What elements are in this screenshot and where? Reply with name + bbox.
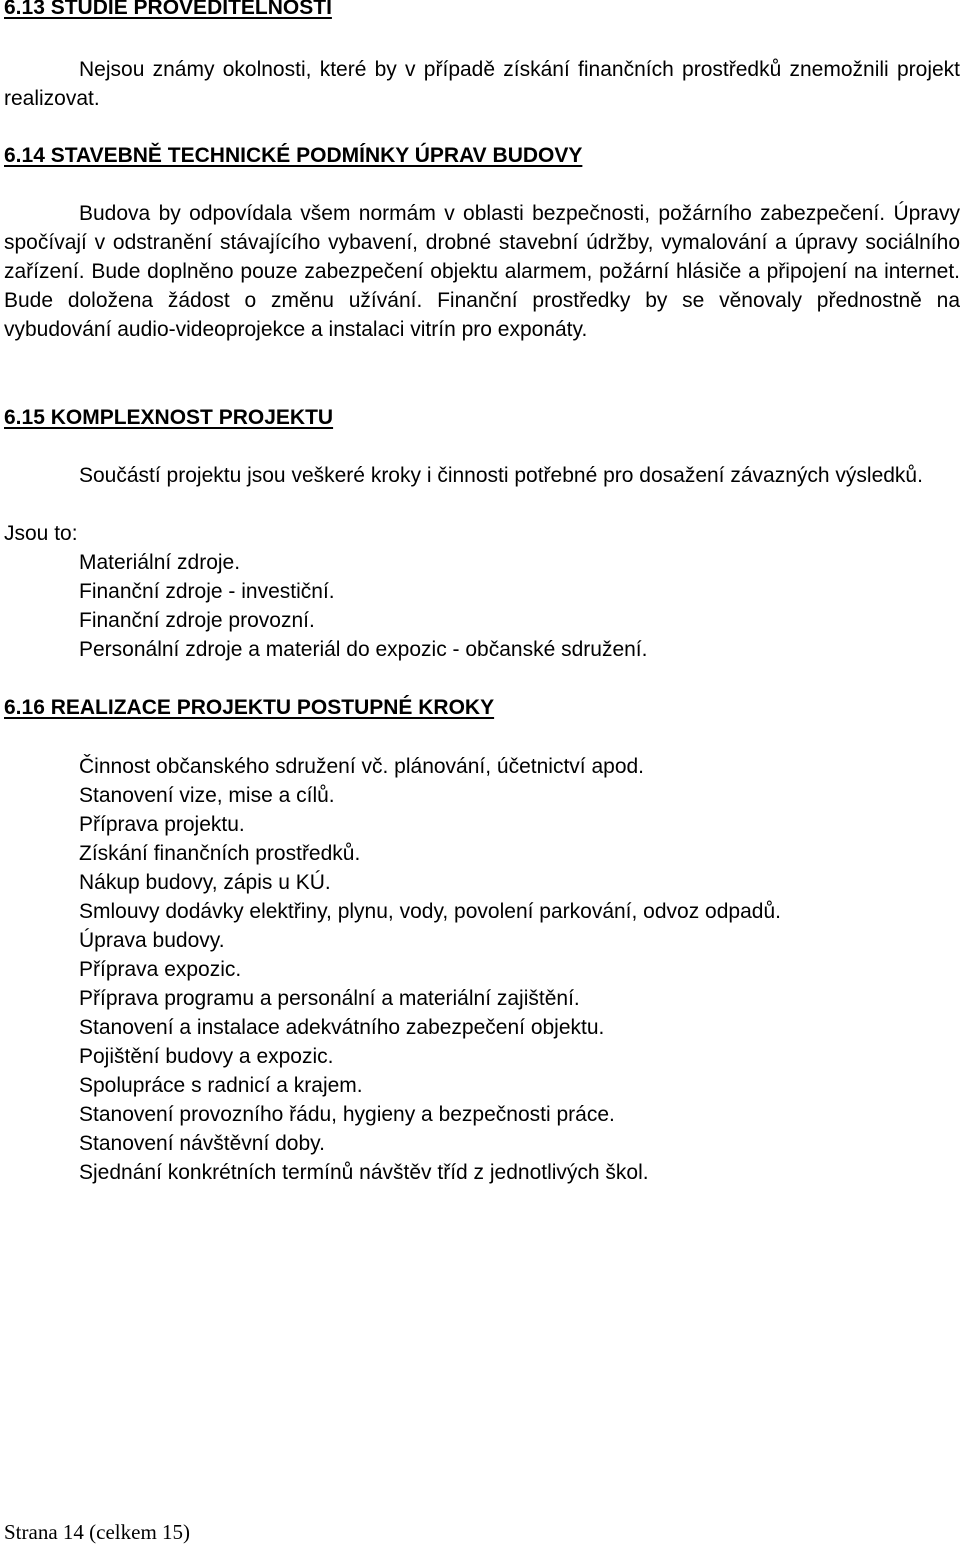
list-intro: Jsou to: <box>4 522 78 545</box>
list-item: Příprava expozic. <box>79 958 242 981</box>
section-heading-6-16: 6.16 REALIZACE PROJEKTU POSTUPNÉ KROKY <box>4 696 495 719</box>
list-item: Materiální zdroje. <box>79 551 241 574</box>
section-paragraph-6-13: Nejsou známy okolnosti, které by v případě získání finančních prostředků znemožnili projekt realizovat. <box>4 58 960 110</box>
list-item: Stanovení návštěvní doby. <box>79 1132 325 1155</box>
list-item: Stanovení provozního řádu, hygieny a bezpečnosti práce. <box>79 1103 615 1126</box>
list-item: Nákup budovy, zápis u KÚ. <box>79 871 331 894</box>
section-paragraph-6-15: Součástí projektu jsou veškeré kroky i činnosti potřebné pro dosažení závazných výsledků. <box>79 464 923 487</box>
list-item: Smlouvy dodávky elektřiny, plynu, vody, povolení parkování, odvoz odpadů. <box>79 900 781 923</box>
page-footer: Strana 14 (celkem 15) <box>4 1520 191 1544</box>
list-item: Stanovení vize, mise a cílů. <box>79 784 335 807</box>
list-item: Činnost občanského sdružení vč. plánování, účetnictví apod. <box>79 755 645 778</box>
list-item: Finanční zdroje provozní. <box>79 609 315 632</box>
section-heading-6-15: 6.15 KOMPLEXNOST PROJEKTU <box>4 406 334 429</box>
list-item: Sjednání konkrétních termínů návštěv tříd z jednotlivých škol. <box>79 1161 649 1184</box>
list-item: Spolupráce s radnicí a krajem. <box>79 1074 363 1097</box>
list-item: Personální zdroje a materiál do expozic - občanské sdružení. <box>79 638 648 661</box>
section-paragraph-6-14: Budova by odpovídala všem normám v oblasti bezpečnosti, požárního zabezpečení. Úpravy spočívají v odstranění stávajícího vybavení, drobné stavební údržby, vymalování a úpravy sociálního zařízení. Bude doplněno pouze zabezpečení objektu alarmem, požární hlásiče a připojení na internet. Bude doložena žádost o změnu užívání. Finanční prostředky by se věnovaly přednostně na vybudování audio-videoprojekce a instalaci vitrín pro exponáty. <box>4 202 960 341</box>
list-item: Úprava budovy. <box>79 929 225 952</box>
list-item: Získání finančních prostředků. <box>79 842 361 865</box>
section-heading-6-13: 6.13 STUDIE PROVEDITELNOSTI <box>4 0 332 19</box>
list-item: Příprava programu a personální a materiální zajištění. <box>79 987 580 1010</box>
section-heading-6-14: 6.14 STAVEBNĚ TECHNICKÉ PODMÍNKY ÚPRAV BUDOVY <box>4 144 583 167</box>
list-item: Stanovení a instalace adekvátního zabezpečení objektu. <box>79 1016 605 1039</box>
list-item: Příprava projektu. <box>79 813 245 836</box>
list-item: Pojištění budovy a expozic. <box>79 1045 334 1068</box>
list-item: Finanční zdroje - investiční. <box>79 580 335 603</box>
